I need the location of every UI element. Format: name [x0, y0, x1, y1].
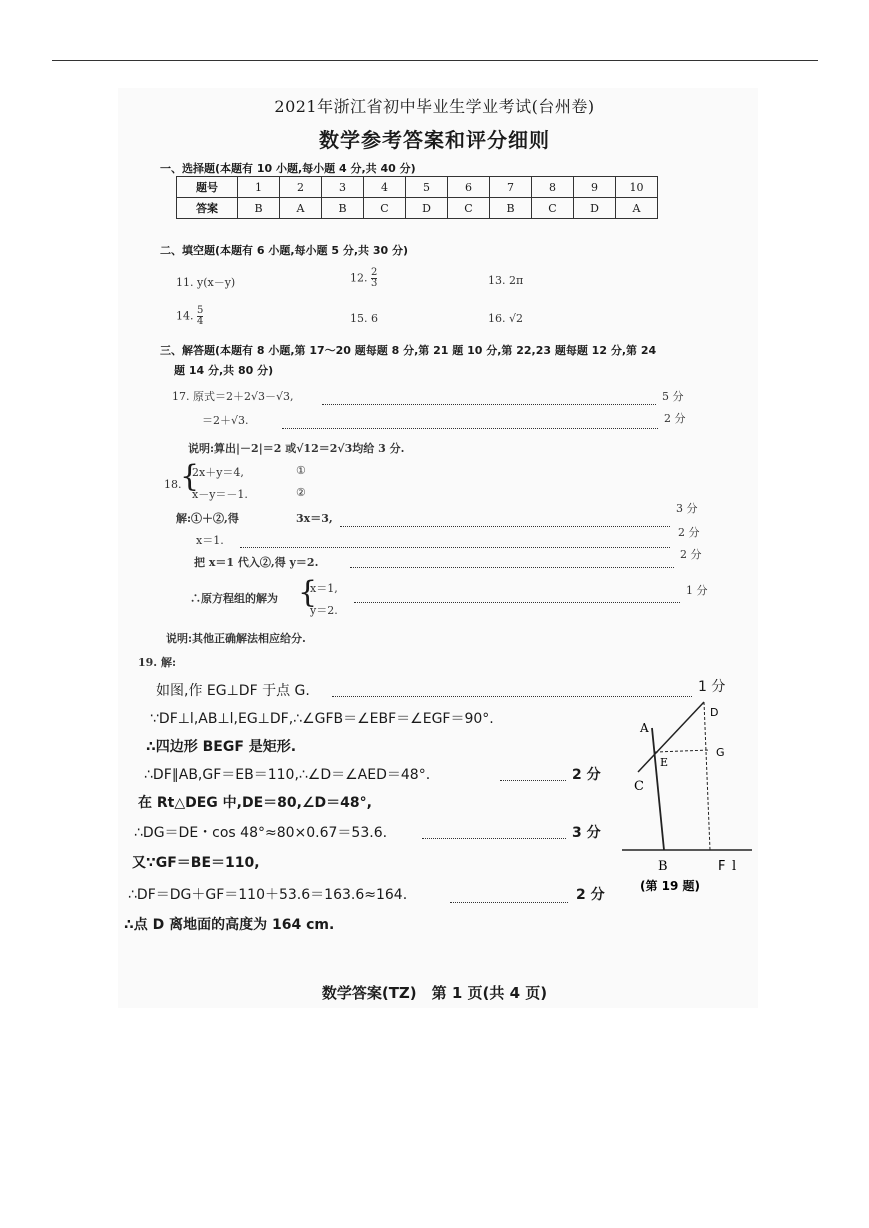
exam-title: 2021年浙江省初中毕业生学业考试(台州卷)	[274, 97, 595, 116]
dotted-leader	[322, 390, 656, 409]
q17-note: 说明:算出|－2|＝2 或√12＝2√3均给 3 分.	[188, 442, 405, 455]
q19-line3: ∴四边形 BEGF 是矩形.	[146, 739, 297, 755]
fraction	[197, 306, 203, 327]
answer-12	[350, 268, 377, 289]
q19-line6: ∴DG＝DE・cos 48°≈80×0.67＝53.6.	[134, 825, 388, 841]
left-brace: {	[298, 575, 318, 610]
page-footer: 数学答案(TZ) 第 1 页(共 4 页)	[321, 984, 548, 1002]
document-title: 数学参考答案和评分细则	[319, 128, 550, 152]
dotted-leader	[340, 512, 670, 531]
row-label: 答案	[177, 198, 238, 219]
table-cell: 8	[532, 177, 574, 198]
dotted-leader	[354, 588, 680, 607]
answer-13: 13. 2π	[488, 274, 524, 287]
table-cell: C	[448, 198, 490, 219]
denominator: 4	[197, 316, 204, 327]
table-cell: 2	[280, 177, 322, 198]
q18-points1: 3 分	[676, 502, 698, 515]
q19-conclusion: ∴点 D 离地面的高度为 164 cm.	[124, 917, 335, 933]
q18-equation1-mark: ①	[296, 464, 306, 477]
denominator: 3	[371, 278, 378, 289]
q19-line4: ∴DF∥AB,GF＝EB＝110,∴∠D＝∠AED＝48°.	[144, 767, 431, 783]
q18-number: 18.	[164, 478, 182, 491]
label-a: A	[640, 721, 649, 735]
table-cell: 4	[364, 177, 406, 198]
table-row	[177, 177, 658, 198]
label-b: B	[658, 859, 668, 874]
numerator: 5	[197, 305, 204, 316]
table-cell: 9	[574, 177, 616, 198]
table-cell: 6	[448, 177, 490, 198]
answer-table	[176, 176, 658, 219]
section3-heading-line1: 三、解答题(本题有 8 小题,第 17～20 题每题 8 分,第 21 题 10 分,第 22,23 题每题 12 分,第 24	[160, 344, 657, 357]
q18-step1-label: 解:①＋②,得	[176, 512, 239, 525]
q18-points3: 2 分	[680, 548, 702, 561]
q17-points2: 2 分	[664, 412, 686, 425]
section3-heading-line2: 题 14 分,共 80 分)	[174, 364, 274, 377]
segment-df	[704, 702, 710, 850]
q19-points6: 3 分	[572, 825, 601, 841]
numerator: 2	[371, 267, 378, 278]
dotted-leader	[240, 533, 670, 552]
segment-eg	[655, 750, 710, 752]
dotted-leader	[450, 888, 568, 907]
geometry-figure	[618, 700, 752, 900]
table-cell: 7	[490, 177, 532, 198]
dotted-leader	[282, 414, 658, 433]
q19-points4: 2 分	[572, 767, 601, 783]
q18-solution-x: x＝1,	[310, 582, 338, 595]
table-cell: D	[406, 198, 448, 219]
answer-12-prefix: 12.	[350, 271, 368, 285]
dotted-leader	[350, 553, 674, 572]
table-cell: B	[490, 198, 532, 219]
q19-line7: 又∵GF＝BE＝110,	[132, 855, 260, 871]
top-rule	[52, 60, 818, 61]
label-c: C	[634, 779, 644, 794]
table-row	[177, 198, 658, 219]
q19-line5: 在 Rt△DEG 中,DE＝80,∠D＝48°,	[138, 795, 372, 811]
section2-heading: 二、填空题(本题有 6 小题,每小题 5 分,共 30 分)	[160, 244, 409, 257]
q18-step4: ∴原方程组的解为	[190, 592, 278, 605]
q19-line1: 如图,作 EG⊥DF 于点 G.	[156, 683, 310, 699]
answer-15: 15. 6	[350, 312, 378, 325]
q18-points4: 1 分	[686, 584, 708, 597]
section1-heading: 一、选择题(本题有 10 小题,每小题 4 分,共 40 分)	[160, 162, 416, 175]
table-cell: 5	[406, 177, 448, 198]
q18-solution-y: y＝2.	[310, 604, 338, 617]
answer-14-prefix: 14.	[176, 309, 194, 323]
q18-equation2: x－y＝－1.	[192, 488, 248, 501]
q18-step1-value: 3x＝3,	[296, 512, 333, 525]
label-e: E	[660, 756, 669, 769]
q18-equation2-mark: ②	[296, 486, 306, 499]
label-g: G	[716, 746, 725, 759]
table-cell: B	[322, 198, 364, 219]
table-cell: 3	[322, 177, 364, 198]
q18-step3: 把 x＝1 代入②,得 y＝2.	[194, 556, 319, 569]
q19-points1: 1 分	[698, 679, 726, 695]
table-cell: A	[616, 198, 658, 219]
label-d: D	[710, 706, 719, 719]
q18-step2: x＝1.	[196, 534, 224, 547]
q18-note: 说明:其他正确解法相应给分.	[166, 632, 306, 645]
dotted-leader	[332, 682, 692, 701]
label-f: F	[718, 859, 726, 874]
figure-caption: (第 19 题)	[640, 879, 701, 893]
q19-points8: 2 分	[576, 887, 605, 903]
table-cell: C	[364, 198, 406, 219]
table-cell: C	[532, 198, 574, 219]
table-cell: 1	[238, 177, 280, 198]
answer-16: 16. √2	[488, 312, 523, 325]
q18-equation1: 2x＋y＝4,	[192, 466, 244, 479]
answer-11: 11. y(x－y)	[176, 276, 236, 289]
table-cell: 10	[616, 177, 658, 198]
fraction	[371, 268, 377, 289]
table-cell: D	[574, 198, 616, 219]
answer-14	[176, 306, 203, 327]
row-label: 题号	[177, 177, 238, 198]
table-cell: B	[238, 198, 280, 219]
q17-line1: 17. 原式＝2＋2√3－√3,	[172, 390, 294, 403]
table-cell: A	[280, 198, 322, 219]
q18-points2: 2 分	[678, 526, 700, 539]
left-brace: {	[180, 459, 200, 494]
q19-line2: ∵DF⊥l,AB⊥l,EG⊥DF,∴∠GFB＝∠EBF＝∠EGF＝90°.	[150, 711, 494, 727]
label-l: l	[732, 859, 737, 874]
q17-line2: ＝2＋√3.	[202, 414, 249, 427]
q19-line8: ∴DF＝DG＋GF＝110＋53.6＝163.6≈164.	[128, 887, 408, 903]
segment-cd	[638, 702, 704, 772]
q17-points1: 5 分	[662, 390, 684, 403]
dotted-leader	[422, 824, 566, 843]
dotted-leader	[500, 766, 566, 785]
q19-number: 19. 解:	[138, 656, 177, 669]
